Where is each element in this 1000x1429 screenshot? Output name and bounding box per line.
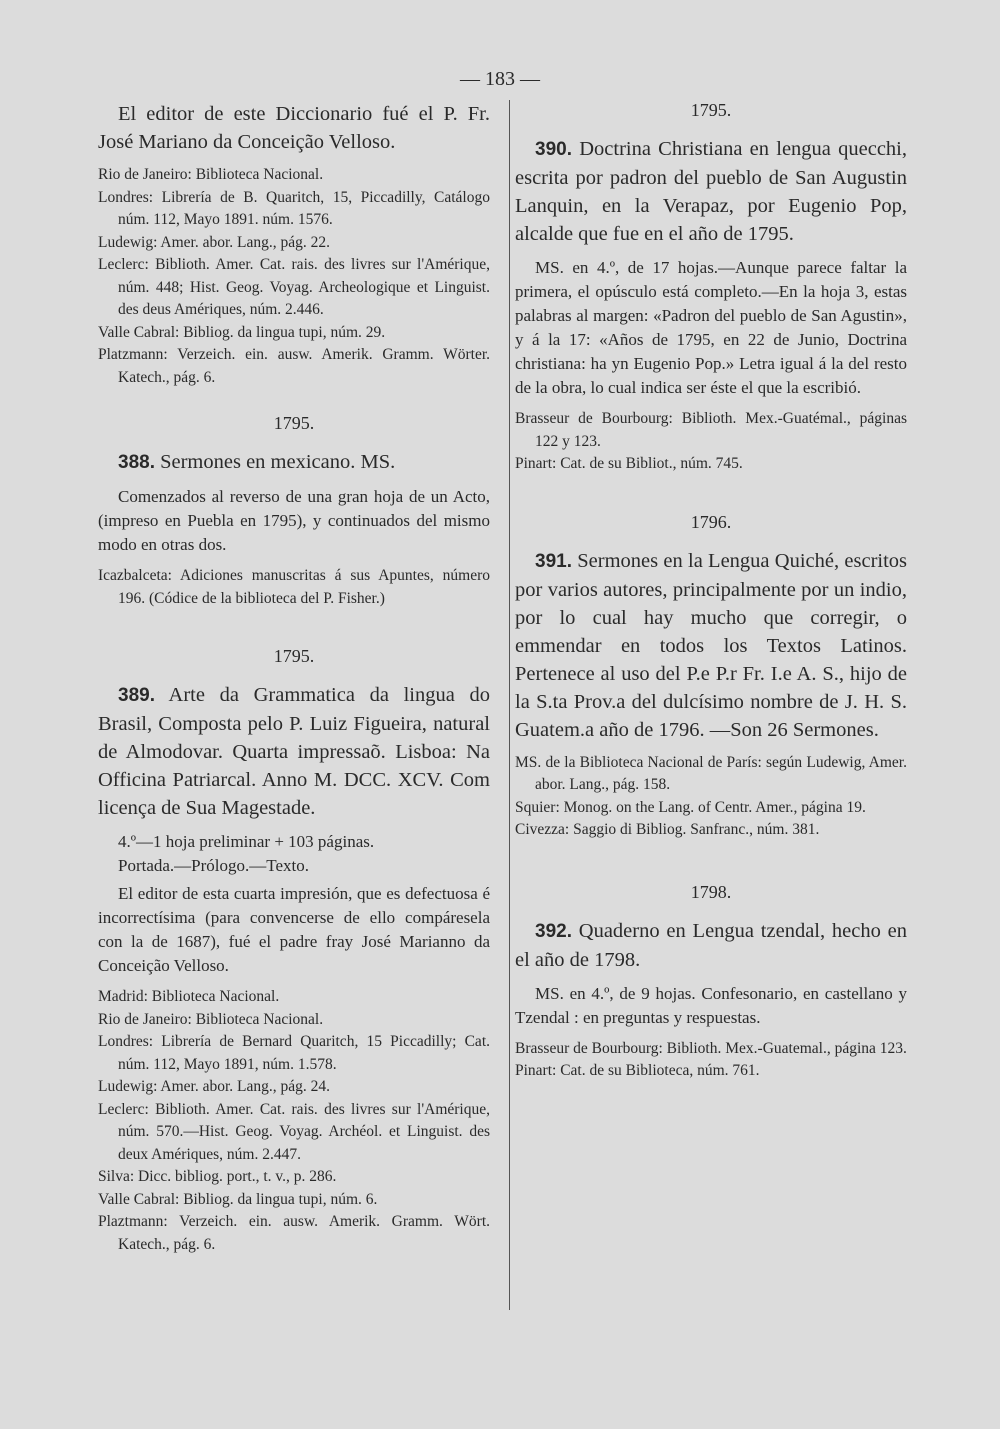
entry-title [98, 681, 490, 822]
entry-number: 391. [535, 550, 572, 572]
entry-description: MS. en 4.º, de 17 hojas.—Aunque parece faltar la primera, el opúsculo está completo.—En la hoja 3, estas palabras al margen: «Padron del pueblo de San Agustin», y á la 17: «Años de 1795, en 22 de Junio, Doctrina christiana: ha yn Eugenio Pop.» Letra igual á la del resto de la obra, lo cual indica ser éste el que la escribió. [515, 258, 907, 397]
entry-number: 392. [535, 920, 572, 942]
reference-item: Platzmann: Verzeich. ein. ausw. Amerik. Gramm. Wörter. Katech., pág. 6. [98, 346, 490, 386]
entry-title-text: Doctrina Christiana en lengua quecchi, escrita por padron del pueblo de San Augustin Lanquin, en la Verapaz, por Eugenio Pop, alcalde que fue en el año de 1795. [515, 138, 907, 245]
entry-title [515, 135, 907, 248]
reference-item: Rio de Janeiro: Biblioteca Nacional. [98, 1010, 324, 1028]
reference-item: Londres: Librería de B. Quaritch, 15, Piccadilly, Catálogo núm. 112, Mayo 1891. núm. 1576. [98, 188, 490, 228]
references-list [515, 752, 907, 842]
reference-item: Brasseur de Bourbourg: Biblioth. Mex.-Guatemal., página 123. [515, 1039, 907, 1057]
entry-number: 389. [118, 685, 155, 706]
reference-item: Squier: Monog. on the Lang. of Centr. Amer., página 19. [515, 798, 866, 816]
entry-number: 388. [118, 452, 155, 473]
reference-item: Brasseur de Bourbourg: Biblioth. Mex.-Guatémal., páginas 122 y 123. [515, 410, 907, 450]
reference-item: Civezza: Saggio di Bibliog. Sanfranc., núm. 381. [515, 821, 820, 838]
entry-description: Comenzados al reverso de una gran hoja de un Acto, (impreso en Puebla en 1795), y continuados del mismo modo en otras dos. [98, 487, 490, 554]
reference-item: Madrid: Biblioteca Nacional. [98, 988, 280, 1005]
entry-year: 1795. [690, 100, 732, 120]
entry-year: 1796. [690, 511, 732, 532]
references-list [98, 164, 490, 389]
entry-description: 4.º—1 hoja preliminar + 103 páginas. [118, 832, 375, 851]
reference-item: Leclerc: Biblioth. Amer. Cat. rais. des livres sur l'Amérique, núm. 448; Hist. Geog. Voyag. Archeologique et Linguist. des deus Amériques, núm. 2.446. [98, 256, 490, 318]
entry-number: 390. [535, 139, 572, 160]
reference-item: Pinart: Cat. de su Biblioteca, núm. 761. [515, 1062, 760, 1079]
entry-title-text: Arte da Grammatica da lingua do Brasil, Composta pelo P. Luiz Figueira, natural de Almodovar. Quarta impressaõ. Lisboa: Na Officina Patriarcal. Anno M. DCC. XCV. Com licença de Sua Magestade. [98, 684, 490, 819]
entry-title-text: Sermones en mexicano. MS. [160, 451, 396, 473]
reference-item: Icazbalceta: Adiciones manuscritas á sus Apuntes, número 196. (Códice de la biblioteca del P. Fisher.) [98, 567, 490, 607]
reference-item: Valle Cabral: Bibliog. da lingua tupi, núm. 6. [98, 1190, 378, 1208]
entry-title [98, 448, 490, 477]
entry-title-text: Sermones en la Lengua Quiché, escritos por varios autores, principalmente por un indio, por lo cual hay mucho que corregir, o emmendar en todos los Textos Latinos. Pertenece al uso del P.e P.r Fr. I.e A. S., hijo de la S.ta Prov.a del dulcísimo nombre de J. H. S. Guatem.a año de 1796. —Son 26 Sermones. [515, 549, 908, 741]
references-list [515, 1038, 907, 1083]
reference-item: Pinart: Cat. de su Bibliot., núm. 745. [515, 455, 743, 472]
reference-item: Plaztmann: Verzeich. ein. ausw. Amerik. Gramm. Wört. Katech., pág. 6. [98, 1213, 490, 1253]
entry-description: El editor de esta cuarta impresión, que es defectuosa é incorrectísima (para convencerse de ello compáresela con la de 1687), fué el padre fray José Marianno da Conceição Velloso. [98, 884, 490, 975]
column-divider [509, 100, 510, 1310]
page-number: — 183 — [460, 68, 540, 90]
entry-year: 1795. [273, 646, 315, 666]
intro-paragraph: El editor de este Diccionario fué el P. Fr. José Mariano da Conceição Velloso. [98, 103, 490, 153]
reference-item: Rio de Janeiro: Biblioteca Nacional. [98, 166, 324, 183]
references-list [515, 408, 907, 476]
reference-item: Silva: Dicc. bibliog. port., t. v., p. 286. [98, 1168, 337, 1185]
entry-year: 1798. [690, 881, 732, 902]
right-column [515, 100, 907, 1083]
reference-item: Ludewig: Amer. abor. Lang., pág. 22. [98, 233, 331, 251]
left-column [98, 100, 490, 1256]
entry-title [515, 917, 907, 974]
reference-item: Ludewig: Amer. abor. Lang., pág. 24. [98, 1078, 331, 1095]
reference-item: Leclerc: Biblioth. Amer. Cat. rais. des livres sur l'Amérique, núm. 570.—Hist. Geog. Voyag. Archéol. et Linguist. des deux Amériques, núm. 2.447. [98, 1100, 490, 1163]
entry-year: 1795. [273, 413, 315, 433]
reference-item: Valle Cabral: Bibliog. da lingua tupi, núm. 29. [98, 323, 386, 341]
reference-item: MS. de la Biblioteca Nacional de París: según Ludewig, Amer. abor. Lang., pág. 158. [515, 753, 907, 793]
entry-title-text: Quaderno en Lengua tzendal, hecho en el año de 1798. [515, 919, 907, 971]
entry-description: MS. en 4.º, de 9 hojas. Confesonario, en castellano y Tzendal : en preguntas y respuestas. [515, 983, 907, 1027]
entry-description: Portada.—Prólogo.—Texto. [118, 856, 309, 875]
entry-title [515, 547, 907, 744]
references-list [98, 986, 490, 1256]
reference-item: Londres: Librería de Bernard Quaritch, 15 Piccadilly; Cat. núm. 112, Mayo 1891, núm. 1.578. [98, 1033, 490, 1073]
